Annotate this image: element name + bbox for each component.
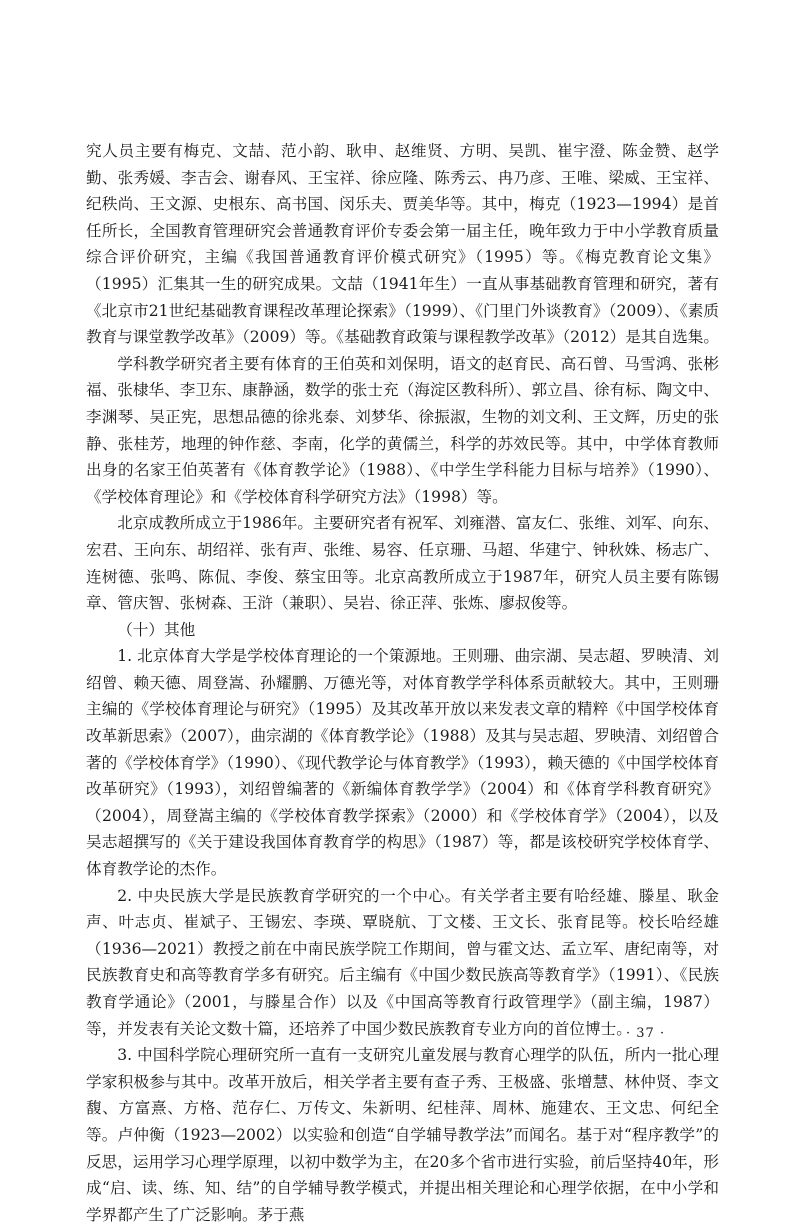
paragraph-3: 北京成教所成立于1986年。主要研究者有祝军、刘雍潜、富友仁、张维、刘军、向东、宏君、王向东、胡绍祥、张有声、张维、易容、任京珊、马超、华建宁、钟秋姝、杨志广、连树德、张鸣、陈侃、李俊、蔡宝田等。北京高教所成立于1987年，研究人员主要有陈锡章、管庆智、张树森、王浒（兼职）、吴岩、徐正萍、张炼、廖叔俊等。: [86, 514, 719, 613]
paragraph-bsu: 1. 北京体育大学是学校体育理论的一个策源地。王则珊、曲宗湖、吴志超、罗映清、刘绍曾、赖天德、周登嵩、孙耀鹏、万德光等，对体育教学学科体系贡献较大。其中，王则珊主编的《学校体育理论与研究》（1995）及其改革开放以来发表文章的精粹《中国学校体育改革新思索》（2007），曲宗湖的《体育教学论》（1988）及其与吴志超、罗映清、刘绍曾合著的《学校体育学》（1990）、《现代教学论与体育教学》（1993），赖天德的《中国学校体育改革研究》（1993），刘绍曾编著的《新编体育教学学》（2004）和《体育学科教育研究》（2004），周登嵩主编的《学校体育教学探索》（2000）和《学校体育学》（2004），以及吴志超撰写的《关于建设我国体育教育学的构思》（1987）等，都是该校研究学校体育学、体育教学论的杰作。: [86, 647, 719, 879]
paragraph-1: 究人员主要有梅克、文喆、范小韵、耿申、赵维贤、方明、吴凯、崔宇澄、陈金赞、赵学勤、张秀媛、李吉会、谢春风、王宝祥、徐应隆、陈秀云、冉乃彦、王唯、梁威、王宝祥、纪秩尚、王文源、史根东、高书国、闵乐夫、贾美华等。其中，梅克（1923—1994）是首任所长，全国教育管理研究会普通教育评价专委会第一届主任，晚年致力于中小学教育质量综合评价研究，主编《我国普通教育评价模式研究》（1995）等。《梅克教育论文集》（1995）汇集其一生的研究成果。文喆（1941年生）一直从事基础教育管理和研究，著有《北京市21世纪基础教育课程改革理论探索》（1999）、《门里门外谈教育》（2009）、《素质教育与课堂教学改革》（2009）等。《基础教育政策与课程教学改革》（2012）是其自选集。: [86, 142, 719, 347]
paragraph-2: 学科教学研究者主要有体育的王伯英和刘保明，语文的赵育民、高石曾、马雪鸿、张彬福、张棣华、李卫东、康静涵，数学的张士充（海淀区教科所）、郭立昌、徐有标、陶文中、李渊琴、吴正宪，思想品德的徐兆泰、刘梦华、徐振淑，生物的刘文利、王文辉，历史的张静、张桂芳，地理的钟作慈、李南，化学的黄儒兰，科学的苏效民等。其中，中学体育教师出身的名家王伯英著有《体育教学论》（1988）、《中学生学科能力目标与培养》（1990）、《学校体育理论》和《学校体育科学研究方法》（1998）等。: [86, 354, 719, 506]
page-number: · 37 ·: [626, 1026, 666, 1041]
paragraph-cas-psychology: 3. 中国科学院心理研究所一直有一支研究儿童发展与教育心理学的队伍，所内一批心理学家积极参与其中。改革开放后，相关学者主要有查子秀、王极盛、张增慧、林仲贤、李文馥、方富熹、方格、范存仁、万传文、朱新明、纪桂萍、周林、施建农、王文忠、何纪全等。卢仲衡（1923—2002）以实验和创造“自学辅导教学法”而闻名。基于对“程序教学”的反思，运用学习心理学原理，以初中数学为主，在20多个省市进行实验，前后坚持40年，形成“启、读、练、知、结”的自学辅导教学模式，并提出相关理论和心理学依据，在中小学和学界都产生了广泛影响。茅于燕: [86, 1046, 719, 1224]
page-body: [86, 138, 719, 1228]
section-heading-other: （十）其他: [117, 620, 196, 639]
paragraph-muc: 2. 中央民族大学是民族教育学研究的一个中心。有关学者主要有哈经雄、滕星、耿金声、叶志贞、崔斌子、王锡宏、李瑛、覃晓航、丁文楼、王文长、张育昆等。校长哈经雄（1936—2021）教授之前在中南民族学院工作期间，曾与霍文达、孟立军、唐纪南等，对民族教育史和高等教育学多有研究。后主编有《中国少数民族高等教育学》（1991）、《民族教育学通论》（2001，与滕星合作）以及《中国高等教育行政管理学》（副主编，1987）等，并发表有关论文数十篇，还培养了中国少数民族教育专业方向的首位博士。: [86, 886, 719, 1038]
